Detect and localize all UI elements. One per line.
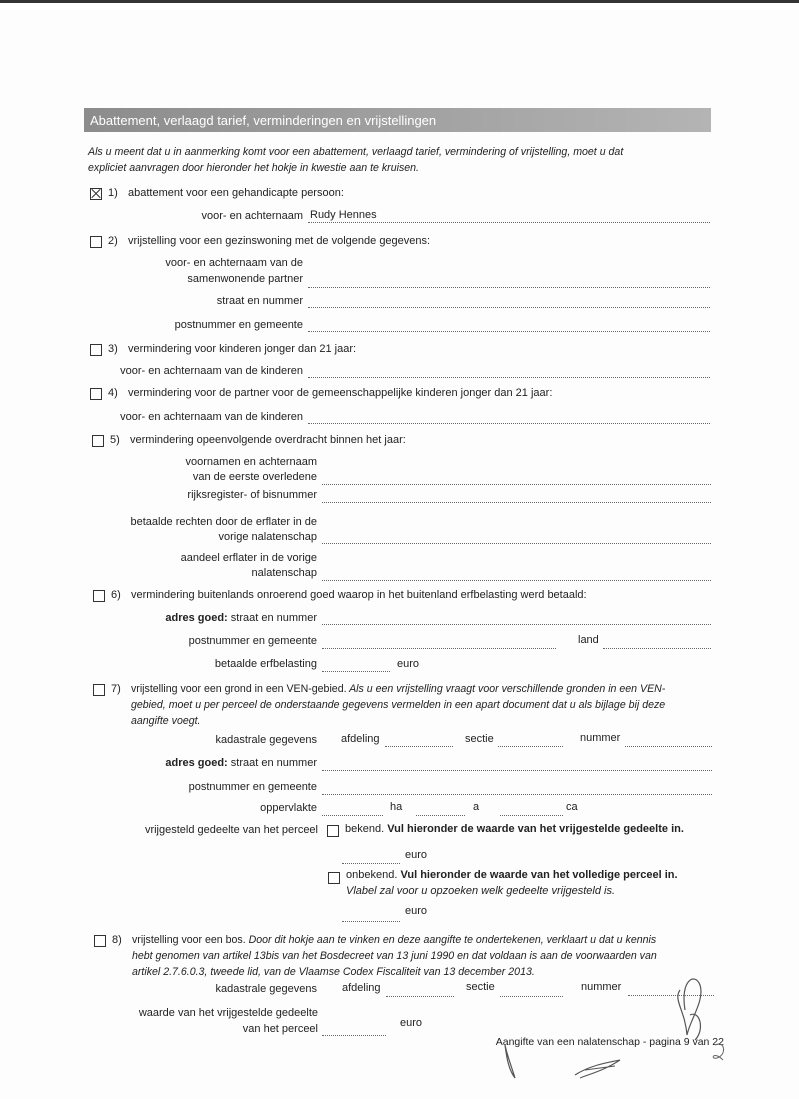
item-label: vermindering voor de partner voor de gemeenschappelijke kinderen jonger dan 21 jaar: (128, 387, 553, 399)
first-deceased-field[interactable] (322, 484, 711, 485)
name-value[interactable]: Rudy Hennes (310, 209, 377, 221)
street-field[interactable] (308, 307, 710, 308)
tax-field[interactable] (322, 671, 390, 672)
field-label: van de eerste overledene (192, 471, 317, 483)
postal-field[interactable] (322, 648, 556, 649)
checkbox-foreign-property[interactable] (93, 590, 105, 602)
field-label: samenwonende partner (187, 273, 303, 285)
item-label: vermindering opeenvolgende overdracht binnen het jaar: (130, 434, 406, 446)
unit-label: euro (397, 658, 420, 670)
checkbox-unknown[interactable] (328, 872, 340, 884)
unknown-text: onbekend. (346, 869, 398, 881)
known-text: bekend. (345, 823, 385, 835)
item-label-text: vrijstelling voor een bos. (132, 934, 246, 946)
page-footer: Aangifte van een nalatenschap - pagina 9 van 22 (495, 1036, 724, 1048)
checkbox-ven-exemption[interactable] (93, 684, 105, 696)
field-label: kadastrale gegevens (215, 734, 317, 746)
field-label: postnummer en gemeente (188, 635, 317, 647)
field-label: straat en nummer (216, 295, 303, 307)
field-label: kadastrale gegevens (215, 983, 317, 995)
item-note: aangifte voegt. (131, 715, 201, 727)
known-value-field[interactable] (342, 863, 400, 864)
known-instruction: Vul hieronder de waarde van het vrijgestelde gedeelte in. (384, 823, 684, 835)
field-label: voor- en achternaam van de (165, 257, 303, 269)
item-note: Als u een vrijstelling vraagt voor verschillende gronden in een VEN- (346, 683, 666, 695)
unit-label: a (473, 801, 480, 813)
item-label-text: vrijstelling voor een grond in een VEN-gebied. (131, 683, 347, 695)
name-field[interactable] (308, 222, 710, 223)
item-note: gebied, moet u per perceel de onderstaande gegevens vermelden in een apart document dat u als bijlage bij deze (131, 699, 666, 711)
item-number: 5) (110, 434, 120, 446)
field-label: vorige nalatenschap (218, 531, 317, 543)
field-label: nummer (580, 732, 621, 744)
item-number: 8) (112, 934, 122, 946)
unit-label: ha (390, 801, 403, 813)
checkbox-children-reduction[interactable] (90, 344, 102, 356)
value-field[interactable] (322, 1035, 386, 1036)
nummer-field[interactable] (625, 746, 712, 747)
postal-field[interactable] (322, 794, 712, 795)
field-label: voornamen en achternaam (185, 456, 317, 468)
unit-label: ca (566, 801, 578, 813)
field-label: betaalde erfbelasting (214, 658, 317, 670)
field-label: rijksregister- of bisnummer (187, 489, 317, 501)
checkbox-known[interactable] (327, 825, 339, 837)
item-label: vermindering voor kinderen jonger dan 21 jaar: (128, 343, 357, 355)
unknown-instruction: Vul hieronder de waarde van het volledige perceel in. (397, 869, 678, 881)
address-bold-label: adres goed: (165, 612, 228, 624)
handwritten-signature (495, 970, 755, 1090)
section-title: Abattement, verlaagd tarief, verminderingen en vrijstellingen (90, 113, 437, 128)
address-label: straat en nummer (227, 612, 317, 624)
afdeling-field[interactable] (385, 746, 453, 747)
item-number: 6) (111, 589, 121, 601)
field-label: nummer (581, 981, 622, 993)
field-label: vrijgesteld gedeelte van het perceel (144, 824, 318, 836)
checkbox-family-home[interactable] (90, 236, 102, 248)
intro-line-1: Als u meent dat u in aanmerking komt voor een abattement, verlaagd tarief, vermindering of vrijstelling, moet u dat (88, 146, 624, 158)
item-label: vrijstelling voor een gezinswoning met de volgende gegevens: (128, 235, 431, 247)
item-number: 1) (108, 187, 118, 199)
field-label: van het perceel (242, 1023, 318, 1035)
national-register-field[interactable] (322, 502, 711, 503)
item-note: hebt genomen van artikel 13bis van het Bosdecreet van 13 juni 1990 en dat voldaan is aan de voorwaarden van (132, 950, 657, 962)
item-label: vermindering buitenlands onroerend goed waarop in het buitenland erfbelasting werd betaald: (131, 589, 587, 601)
ca-field[interactable] (500, 815, 563, 816)
paid-duties-field[interactable] (322, 543, 711, 544)
intro-line-2: expliciet aanvragen door hieronder het hokje in kwestie aan te kruisen. (88, 162, 419, 174)
unit-label: euro (405, 905, 428, 917)
street-field[interactable] (322, 624, 711, 625)
field-label: nalatenschap (251, 567, 317, 579)
item-number: 7) (111, 683, 121, 695)
checkbox-partner-children-reduction[interactable] (90, 388, 102, 400)
afdeling-field[interactable] (386, 996, 454, 997)
field-label: waarde van het vrijgestelde gedeelte (138, 1007, 318, 1019)
field-label (165, 612, 317, 625)
item-label: abattement voor een gehandicapte persoon: (128, 187, 344, 199)
unit-label: euro (400, 1017, 423, 1029)
field-label: oppervlakte (260, 802, 317, 814)
field-label: betaalde rechten door de erflater in de (130, 516, 317, 528)
item-number: 2) (108, 235, 118, 247)
field-label: voor- en achternaam van de kinderen (120, 411, 303, 423)
item-label (132, 934, 656, 947)
section-header (84, 108, 711, 132)
ha-field[interactable] (322, 815, 383, 816)
address-label: straat en nummer (227, 757, 317, 769)
partner-field[interactable] (308, 287, 710, 288)
unit-label: euro (405, 849, 428, 861)
a-field[interactable] (416, 815, 465, 816)
postal-field[interactable] (308, 331, 710, 332)
checkbox-handicap-abatement[interactable] (90, 188, 102, 200)
field-label: land (578, 634, 599, 646)
item-number: 4) (108, 387, 118, 399)
item-note: artikel 2.7.6.0.3, tweede lid, van de Vlaamse Codex Fiscaliteit van 13 december 2013. (132, 966, 535, 978)
field-label: voor- en achternaam (201, 210, 303, 222)
unknown-value-field[interactable] (342, 921, 400, 922)
address-bold-label: adres goed: (165, 757, 228, 769)
street-field[interactable] (322, 770, 712, 771)
scan-edge (0, 0, 799, 3)
field-label (165, 757, 317, 770)
field-label: afdeling (341, 733, 380, 745)
field-label: afdeling (342, 982, 381, 994)
unknown-label (346, 869, 678, 882)
country-field[interactable] (603, 648, 711, 649)
item-label (131, 683, 665, 696)
unknown-note: Vlabel zal voor u opzoeken welk gedeelte vrijgesteld is. (346, 885, 616, 897)
children-field[interactable] (308, 423, 710, 424)
field-label: postnummer en gemeente (188, 781, 317, 793)
children-field[interactable] (308, 377, 710, 378)
field-label: voor- en achternaam van de kinderen (120, 365, 303, 377)
item-number: 3) (108, 343, 118, 355)
checkbox-successive-transfer[interactable] (92, 435, 104, 447)
checkbox-forest-exemption[interactable] (94, 935, 106, 947)
field-label: aandeel erflater in de vorige (180, 552, 317, 564)
share-field[interactable] (322, 580, 711, 581)
item-note: Door dit hokje aan te vinken en deze aangifte te ondertekenen, verklaart u dat u kennis (245, 934, 657, 946)
known-label (345, 823, 684, 836)
field-label: sectie (465, 733, 494, 745)
field-label: sectie (466, 981, 495, 993)
field-label: postnummer en gemeente (174, 319, 303, 331)
sectie-field[interactable] (498, 746, 563, 747)
